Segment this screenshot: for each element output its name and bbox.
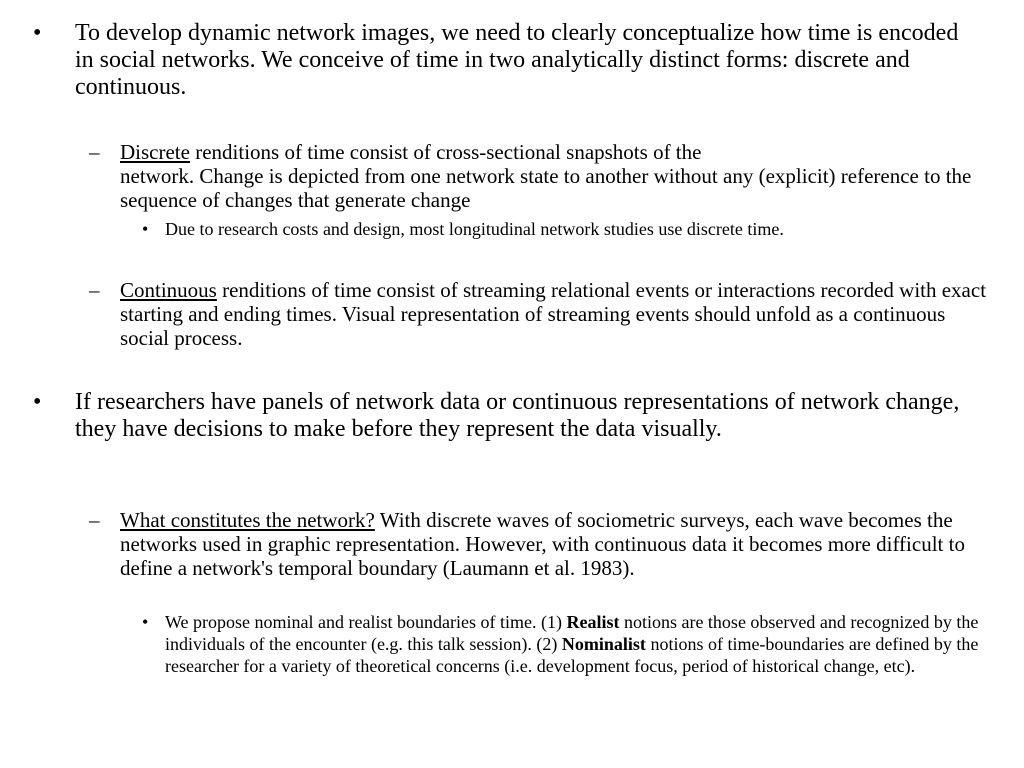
term-what-constitutes: What constitutes the network? bbox=[120, 508, 375, 532]
boundaries-text-2: notions are those observed and recognized by the individuals of the encounter (e.g. this talk session). (2) bbox=[165, 612, 979, 654]
dash-marker: – bbox=[89, 278, 100, 302]
subbullet-continuous bbox=[89, 278, 990, 350]
bullet-time-encoding bbox=[33, 20, 965, 101]
subbullet-network-constitution bbox=[89, 508, 990, 580]
bullet-marker: • bbox=[142, 612, 149, 632]
boundaries-text-1: We propose nominal and realist boundaries of time. (1) bbox=[165, 612, 567, 632]
term-discrete: Discrete bbox=[120, 140, 190, 164]
subbullet-text-line1: renditions of time consist of cross-sectional snapshots of the bbox=[189, 140, 702, 164]
term-continuous: Continuous bbox=[120, 278, 217, 302]
subbullet-text: renditions of time consist of streaming relational events or interactions recorded with exact starting and ending times. Visual representation of streaming events should unfold as a continuous social process. bbox=[120, 278, 987, 350]
subbullet-text: With discrete waves of sociometric surveys, each wave becomes the networks used in graphic representation. However, with continuous data it becomes more difficult to define a network's temporal boundary (Laumann et al. 1983). bbox=[120, 508, 965, 580]
term-nominalist: Nominalist bbox=[561, 634, 646, 654]
boundaries-text-3: notions of time-boundaries are defined by the researcher for a variety of theoretical concerns (i.e. development focus, period of historical change, etc). bbox=[165, 634, 979, 676]
term-realist: Realist bbox=[566, 612, 620, 632]
dash-marker: – bbox=[89, 508, 100, 532]
subsubbullet-boundaries bbox=[142, 611, 985, 677]
subbullet-discrete bbox=[89, 140, 990, 212]
bullet-marker: • bbox=[33, 20, 42, 46]
subsubbullet-research-costs bbox=[142, 218, 985, 240]
subbullet-text-rest: network. Change is depicted from one network state to another without any (explicit) reference to the sequence of changes that generate change bbox=[120, 164, 972, 212]
bullet-marker: • bbox=[142, 219, 149, 239]
bullet-marker: • bbox=[33, 389, 42, 415]
bullet-text: If researchers have panels of network data or continuous representations of network change, they have decisions to make before they represent the data visually. bbox=[75, 389, 960, 442]
bullet-researcher-decisions bbox=[33, 389, 965, 443]
bullet-text: To develop dynamic network images, we need to clearly conceptualize how time is encoded in social networks. We conceive of time in two analytically distinct forms: discrete and continuous. bbox=[75, 20, 959, 100]
subsubbullet-text: Due to research costs and design, most longitudinal network studies use discrete time. bbox=[165, 219, 784, 239]
dash-marker: – bbox=[89, 140, 100, 164]
